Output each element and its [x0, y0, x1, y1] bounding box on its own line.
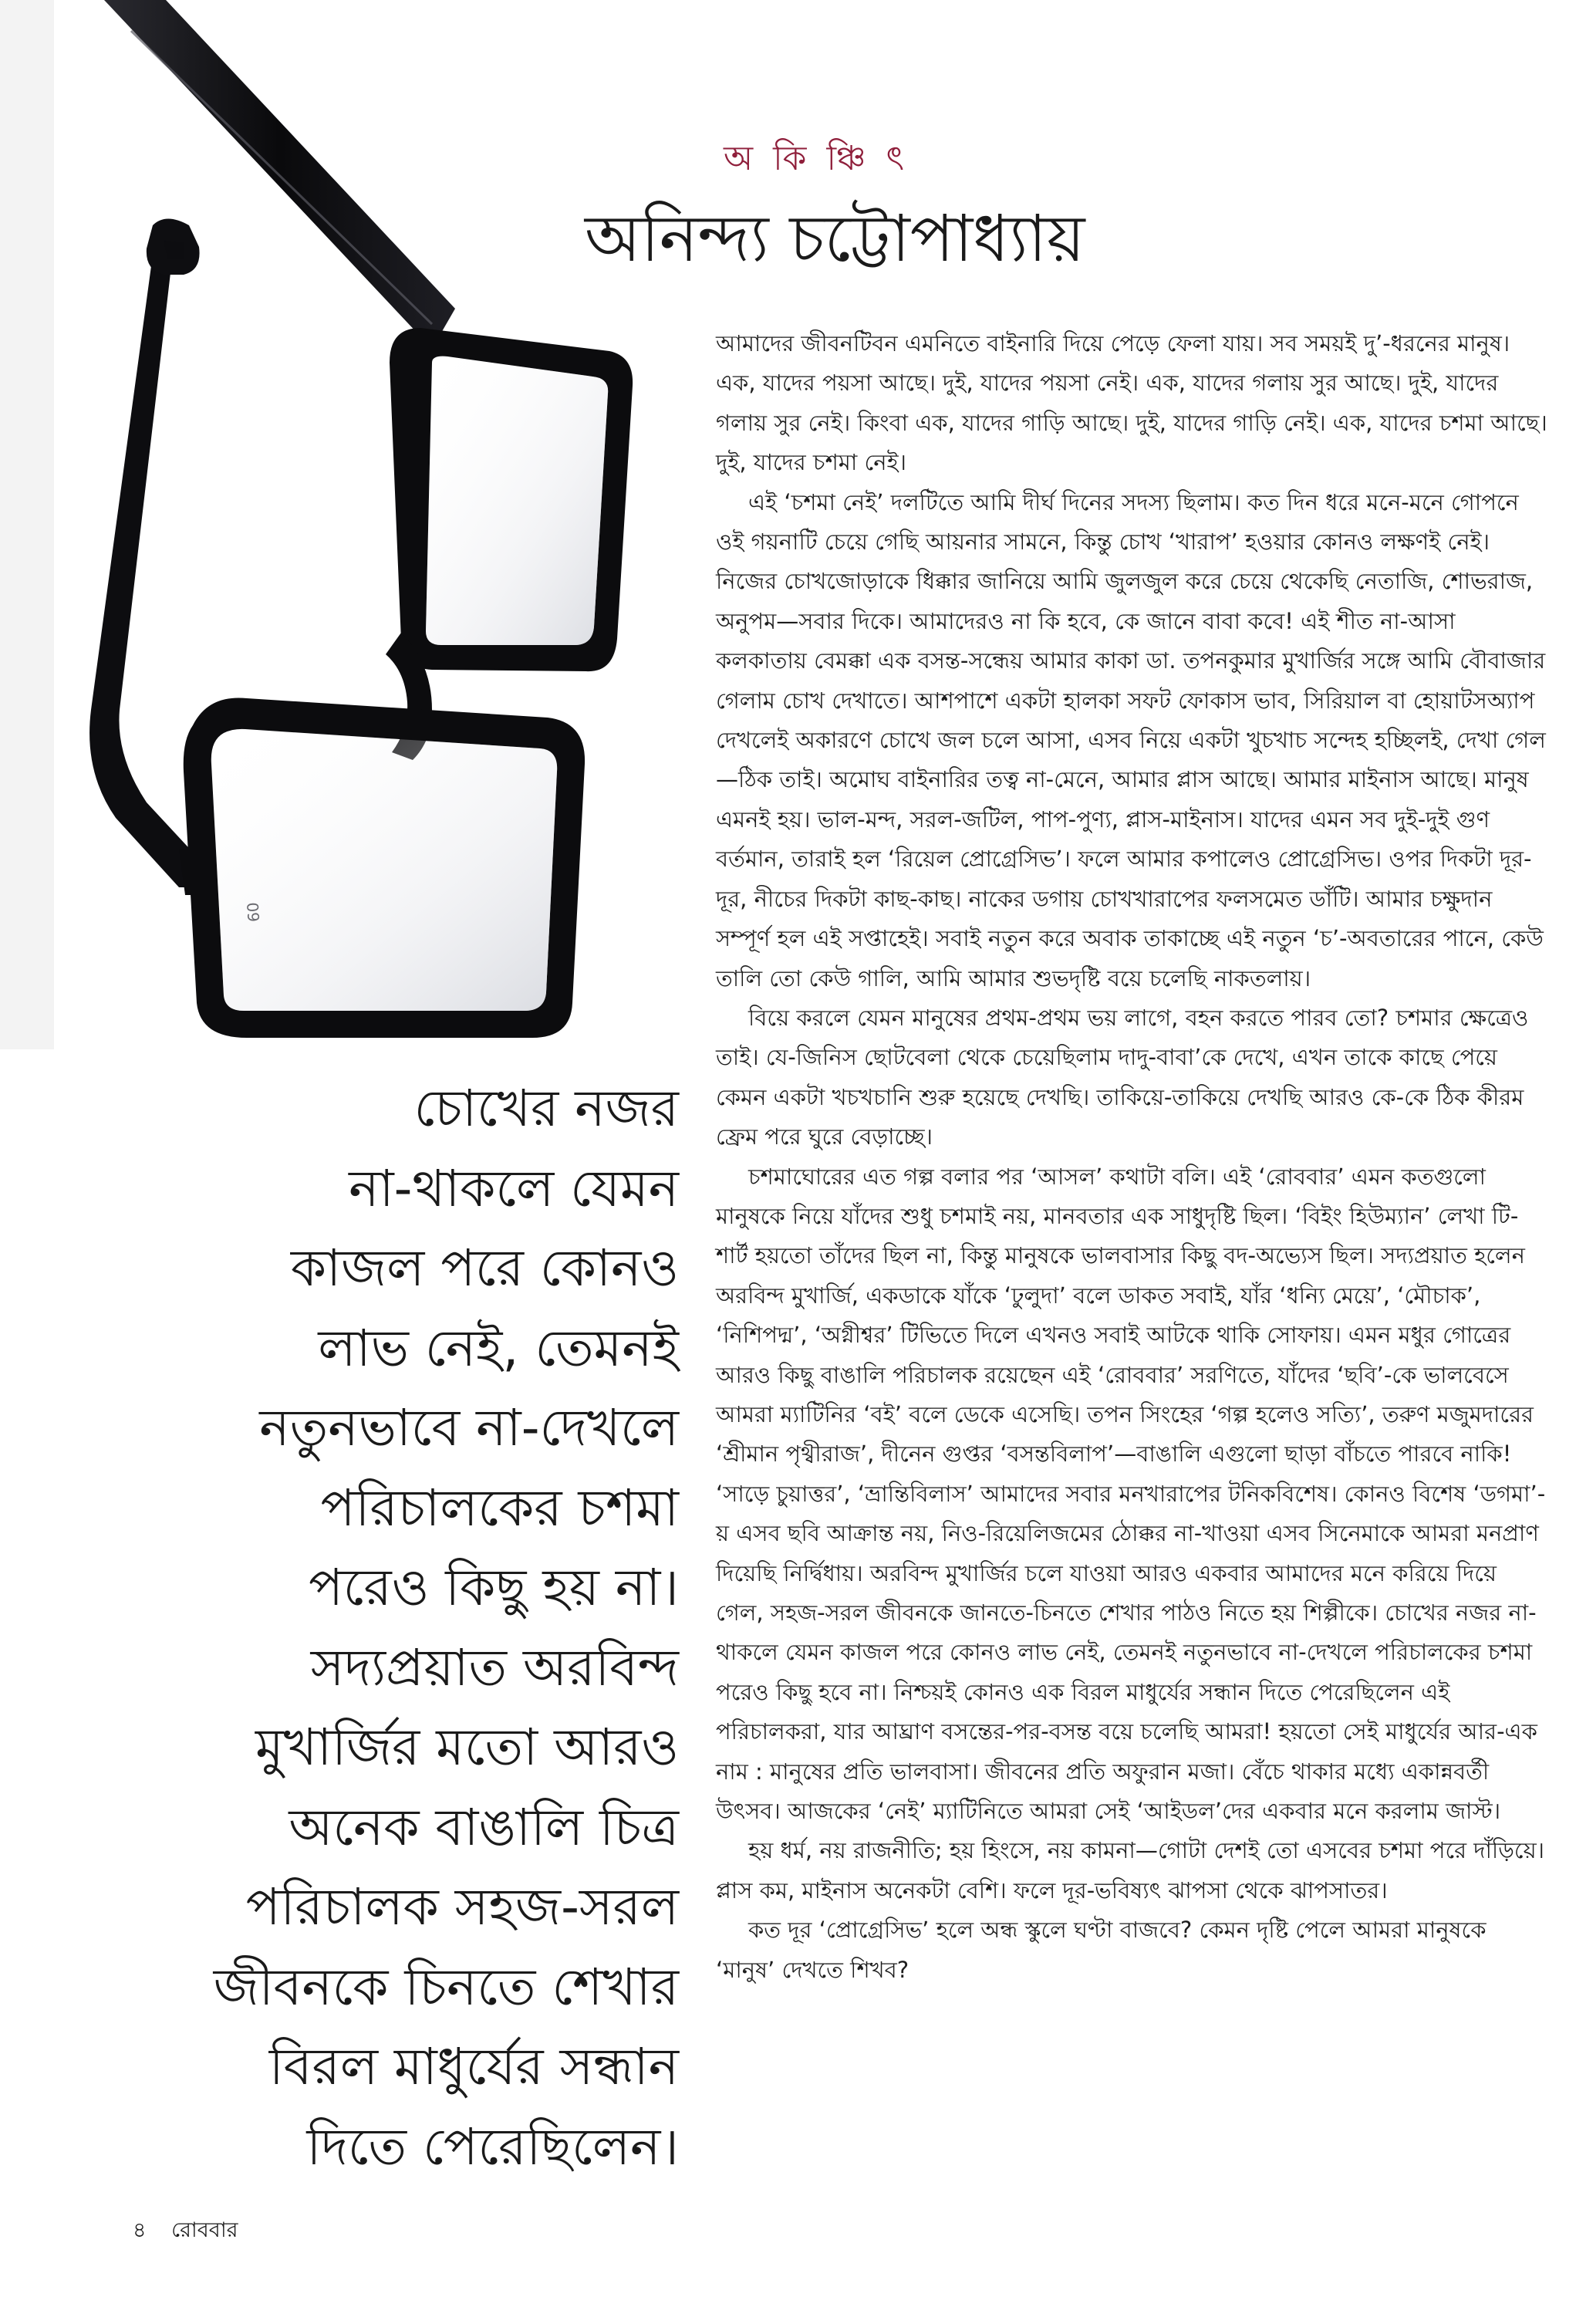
- upper-lens-glass: [426, 356, 608, 645]
- pull-quote-line: কাজল পরে কোনও: [290, 1238, 679, 1298]
- pull-quote-line: লাভ নেই, তেমনই: [318, 1318, 679, 1378]
- pull-quote-line: সদ্যপ্রয়াত অরবিন্দ: [310, 1637, 679, 1697]
- photo-background: [0, 0, 54, 1049]
- article-paragraph: বিয়ে করলে যেমন মানুষের প্রথম-প্রথম ভয় লাগে, বহন করতে পারব তো? চশমার ক্ষেত্রেও তাই। যে-জিনিস ছোটবেলা থেকে চেয়েছিলাম দাদু-বাবা’কে দেখে, এখন তাকে কাছে পেয়ে কেমন একটা খচখচানি শুরু হয়েছে দেখছি। তাকিয়ে-তাকিয়ে দেখছি আরও কে-কে ঠিক কীরম ফ্রেম পরে ঘুরে বেড়াচ্ছে।: [716, 1004, 1529, 1150]
- pull-quote-line: মুখার্জির মতো আরও: [255, 1718, 679, 1777]
- pull-quote-line: বিরল মাধুর্যের সন্ধান: [268, 2037, 679, 2096]
- page-number: ৪: [133, 2218, 147, 2242]
- article-paragraph: আমাদের জীবনটিবন এমনিতে বাইনারি দিয়ে পেড়ে ফেলা যায়। সব সময়ই দু’-ধরনের মানুষ। এক, যাদের পয়সা আছে। দুই, যাদের পয়সা নেই। এক, যাদের গলায় সুর আছে। দুই, যাদের গলায় সুর নেই। কিংবা এক, যাদের গাড়ি আছে। দুই, যাদের গাড়ি নেই। এক, যাদের চশমা আছে। দুই, যাদের চশমা নেই।: [716, 330, 1547, 476]
- page-footer: [133, 2214, 257, 2249]
- pull-quote-line: পরিচালক সহজ-সরল: [245, 1877, 679, 1937]
- pull-quote-line: জীবনকে চিনতে শেখার: [213, 1957, 679, 2017]
- frame-marking: 09: [243, 901, 263, 923]
- pull-quote-line: পরেও কিছু হয় না।: [309, 1558, 679, 1617]
- lower-temple-arm: [89, 228, 201, 887]
- pull-quote: [139, 1069, 679, 2187]
- article-body: [716, 324, 1549, 1990]
- lower-lens-glass: [211, 729, 557, 1011]
- pull-quote-line: চোখের নজর: [413, 1079, 679, 1138]
- pull-quote-line: নতুনভাবে না-দেখলে: [259, 1398, 679, 1458]
- pull-quote-line: অনেক বাঙালি চিত্র: [289, 1797, 679, 1857]
- pull-quote-line: দিতে পেরেছিলেন।: [306, 2116, 679, 2177]
- article-paragraph: চশমাঘোরের এত গল্প বলার পর ‘আসল’ কথাটা বলি। এই ‘রোববার’ এমন কতগুলো মানুষকে নিয়ে যাঁদের শুধু চশমাই নয়, মানবতার এক সাধুদৃষ্টি ছিল। ‘বিইং হিউম্যান’ লেখা টি-শার্ট হয়তো তাঁদের ছিল না, কিন্তু মানুষকে ভালবাসার কিছু বদ-অভ্যেস ছিল। সদ্যপ্রয়াত হলেন অরবিন্দ মুখার্জি, একডাকে যাঁকে ‘ঢুলুদা’ বলে ডাকত সবাই, যাঁর ‘ধন্যি মেয়ে’, ‘মৌচাক’, ‘নিশিপদ্ম’, ‘অগ্নীশ্বর’ টিভিতে দিলে এখনও সবাই আটকে থাকি সোফায়। এমন মধুর গোত্রের আরও কিছু বাঙালি পরিচালক রয়েছেন এই ‘রোববার’ সরণিতে, যাঁদের ‘ছবি’-কে ভালবেসে আমরা ম্যাটিনির ‘বই’ বলে ডেকে এসেছি। তপন সিংহের ‘গল্প হলেও সত্যি’, তরুণ মজুমদারের ‘শ্রীমান পৃথ্বীরাজ’, দীনেন গুপ্তর ‘বসন্তবিলাপ’—বাঙালি এগুলো ছাড়া বাঁচতে পারবে নাকি! ‘সাড়ে চুয়াত্তর’, ‘ভ্রান্তিবিলাস’ আমাদের সবার মনখারাপের টনিকবিশেষ। কোনও বিশেষ ‘ডগমা’-য় এসব ছবি আক্রান্ত নয়, নিও-রিয়েলিজমের ঠোক্কর না-খাওয়া এসব সিনেমাকে আমরা মনপ্রাণ দিয়েছি নির্দ্বিধায়। অরবিন্দ মুখার্জির চলে যাওয়া আরও একবার আমাদের মনে করিয়ে দিয়ে গেল, সহজ-সরল জীবনকে জানতে-চিনতে শেখার পাঠও নিতে হয় শিল্পীকে। চোখের নজর না-থাকলে যেমন কাজল পরে কোনও লাভ নেই, তেমনই নতুনভাবে না-দেখলে পরিচালকের চশমা পরেও কিছু হবে না। নিশ্চয়ই কোনও এক বিরল মাধুর্যের সন্ধান দিতে পেরেছিলেন এই পরিচালকরা, যার আঘ্রাণ বসন্তের-পর-বসন্ত বয়ে চলেছি আমরা! হয়তো সেই মাধুর্যের আর-এক নাম : মানুষের প্রতি ভালবাসা। জীবনের প্রতি অফুরান মজা। বেঁচে থাকার মধ্যে একান্নবর্তী উৎসব। আজকের ‘নেই’ ম্যাটিনিতে আমরা সেই ‘আইডল’দের একবার মনে করলাম জাস্ট।: [716, 1163, 1546, 1825]
- author-name: অনিন্দ্য চট্টোপাধ্যায়: [585, 201, 1085, 276]
- eyeglasses-photo: [0, 0, 694, 1049]
- pull-quote-line: না-থাকলে যেমন: [349, 1158, 679, 1218]
- article-paragraph: হয় ধর্ম, নয় রাজনীতি; হয় হিংসে, নয় কামনা—গোটা দেশই তো এসবের চশমা পরে দাঁড়িয়ে। প্লাস কম, মাইনাস অনেকটা বেশি। ফলে দূর-ভবিষ্যৎ ঝাপসা থেকে ঝাপসাতর।: [716, 1837, 1545, 1903]
- article-paragraph: কত দূর ‘প্রোগ্রেসিভ’ হলে অন্ধ স্কুলে ঘণ্টা বাজবে? কেমন দৃষ্টি পেলে আমরা মানুষকে ‘মানুষ’ দেখতে শিখব?: [716, 1917, 1487, 1983]
- frame-highlight: [131, 31, 432, 324]
- pull-quote-line: পরিচালকের চশমা: [320, 1478, 679, 1538]
- column-kicker: অ কি ঞ্চি ৎ: [724, 139, 909, 178]
- magazine-name: রোববার: [171, 2218, 238, 2242]
- article-paragraph: এই ‘চশমা নেই’ দলটিতে আমি দীর্ঘ দিনের সদস্য ছিলাম। কত দিন ধরে মনে-মনে গোপনে ওই গয়নাটি চেয়ে গেছি আয়নার সামনে, কিন্তু চোখ ‘খারাপ’ হওয়ার কোনও লক্ষণই নেই। নিজের চোখজোড়াকে ধিক্কার জানিয়ে আমি জুলজুল করে চেয়ে থেকেছি নেতাজি, শোভরাজ, অনুপম—সবার দিকে। আমাদেরও না কি হবে, কে জানে বাবা কবে! এই শীত না-আসা কলকাতায় বেমক্কা এক বসন্ত-সন্ধেয় আমার কাকা ডা. তপনকুমার মুখার্জির সঙ্গে আমি বৌবাজার গেলাম চোখ দেখাতে। আশপাশে একটা হালকা সফট ফোকাস ভাব, সিরিয়াল বা হোয়াটসঅ্যাপ দেখলেই অকারণে চোখে জল চলে আসা, এসব নিয়ে একটা খুচখাচ সন্দেহ হচ্ছিলই, দেখা গেল—ঠিক তাই। অমোঘ বাইনারির তত্ব না-মেনে, আমার প্লাস আছে। আমার মাইনাস আছে। মানুষ এমনই হয়। ভাল-মন্দ, সরল-জটিল, পাপ-পুণ্য, প্লাস-মাইনাস। যাদের এমন সব দুই-দুই গুণ বর্তমান, তারাই হল ‘রিয়েল প্রোগ্রেসিভ’। ফলে আমার কপালেও প্রোগ্রেসিভ। ওপর দিকটা দূর-দূর, নীচের দিকটা কাছ-কাছ। নাকের ডগায় চোখখারাপের ফলসমেত ডাঁটি। আমার চক্ষুদান সম্পূর্ণ হল এই সপ্তাহেই। সবাই নতুন করে অবাক তাকাচ্ছে এই নতুন ‘চ’-অবতারের পানে, কেউ তালি তো কেউ গালি, আমি আমার শুভদৃষ্টি বয়ে চলেছি নাকতলায়।: [716, 488, 1546, 991]
- lower-hinge: [179, 849, 207, 895]
